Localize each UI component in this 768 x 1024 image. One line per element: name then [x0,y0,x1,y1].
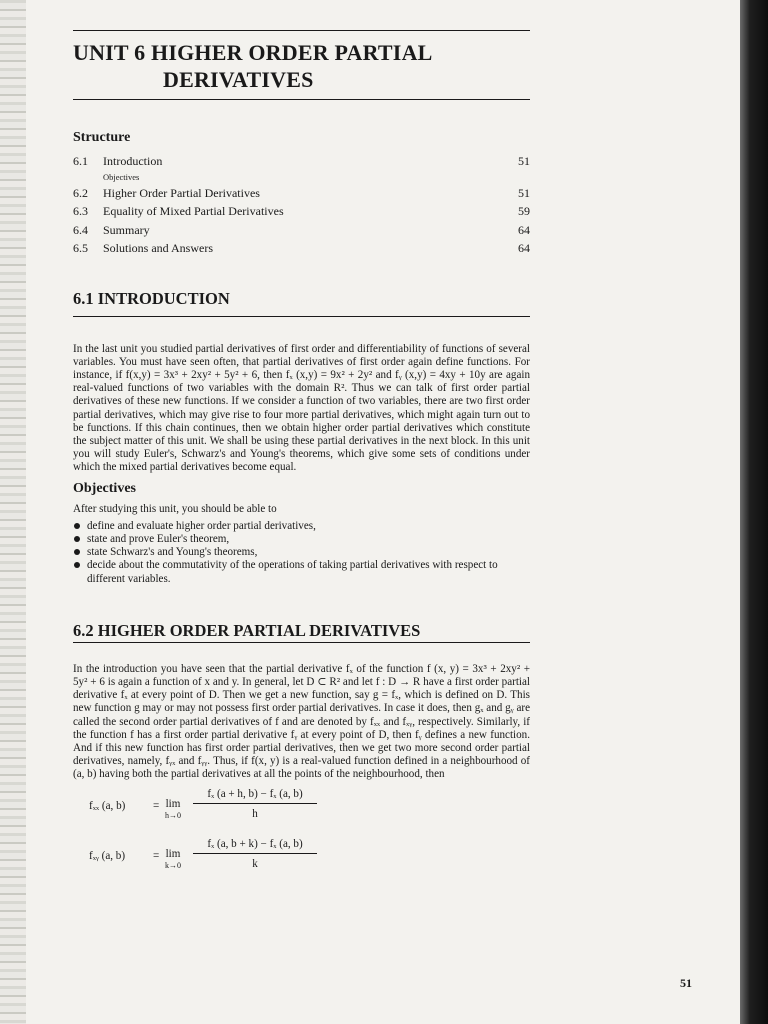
unit-title-line2: DERIVATIVES [163,67,314,92]
objectives-intro: After studying this unit, you should be able to [73,502,277,515]
objectives-heading: Objectives [73,480,136,496]
toc-number: 6.1 [73,154,88,168]
page-number: 51 [680,976,692,990]
toc-page: 59 [518,204,530,218]
toc-page: 64 [518,222,530,237]
limit-label: lim [165,797,181,810]
toc-label: Equality of Mixed Partial Derivatives [103,204,284,218]
title-rule [73,99,530,100]
section2-paragraph: In the introduction you have seen that the partial derivative fₓ of the function f (x, y) = 3x³ + 2xy² + 5y² + 6 is again a function of x and y. In general, let D ⊂ R² and let f : D → R have a first order partial derivative fₓ at every point of D. Then we get a new function, say g = fₓ, which is defined on D. This new function g may or may not possess first order partial derivatives. In case it does, then gₓ and gᵧ are called the second order partial derivatives of f and are denoted by fₓₓ and fₓᵧ, respectively. Similarly, if the function f has a first order partial derivative fᵧ at every point of D, then fᵧ defines a new function. And if this new function has first order partial derivatives, then we get two more second order partial derivatives, namely, fᵧₓ and fᵧᵧ. Thus, if f(x, y) is a real-valued function defined in a neighbourhood of (a, b) having both the partial derivatives at all the points of the neighbourhood, then [73,662,530,781]
toc-row [73,152,530,171]
list-item: decide about the commutativity of the operations of taking partial derivatives with respect to different variables. [73,559,530,585]
list-item: define and evaluate higher order partial derivatives, [73,520,530,533]
scan-left-edge [0,0,26,1024]
fraction-denominator: h [252,807,258,820]
toc-number: 6.5 [73,241,88,255]
toc-label: Summary [103,222,150,237]
toc-page: 51 [518,154,530,168]
toc-subitem: Objectives [103,171,140,182]
section-rule [73,642,530,643]
section-heading: 6.1 INTRODUCTION [73,288,230,308]
toc-page: 51 [518,185,530,200]
page-content [73,30,530,882]
formula-equals: = [153,799,160,812]
formula-fraction [193,788,317,820]
toc-label: Introduction [103,154,163,168]
section-introduction [73,288,530,586]
intro-paragraph: In the last unit you studied partial derivatives of first order and differentiability of functions of several variables. You must have seen often, that partial derivatives of first order again define functions. For instance, if f(x,y) = 3x³ + 2xy² + 5y² + 6, then fₓ (x,y) = 9x² + 2y² and fᵧ (x,y) = 4xy + 10y are again real-valued functions of two variables with the domain R². Thus we can talk of first order partial derivatives of these new functions. If we consider a function of two variables, there are two first order partial derivatives, which may give rise to four more partial derivatives, which might again turn out to be functions. If this chain continues, then we obtain higher order partial derivatives which constitute the subject matter of this unit. We shall be using these partial derivatives in the next block. In this unit you will study Euler's, Schwarz's and Young's theorems, which give some sets of conditions under which the mixed partial derivatives become equal. [73,342,530,474]
list-item: state and prove Euler's theorem, [73,533,530,546]
list-item: state Schwarz's and Young's theorems, [73,546,530,559]
unit-title [73,39,530,93]
formula-limit [165,799,181,821]
toc-label: Solutions and Answers [103,241,214,255]
toc-row [73,184,530,203]
formula-fxy [73,838,530,882]
top-rule [73,30,530,31]
toc-row [73,239,530,258]
toc-number: 6.3 [73,204,88,218]
limit-subscript: h→0 [165,810,181,820]
fraction-denominator: k [252,857,258,870]
toc-label: Higher Order Partial Derivatives [103,185,260,200]
section-heading: 6.2 HIGHER ORDER PARTIAL DERIVATIVES [73,620,421,640]
structure-heading: Structure [73,130,131,145]
formula-limit [165,849,181,871]
toc-row [73,221,530,240]
scan-right-edge [740,0,768,1024]
toc-number: 6.2 [73,185,88,200]
objectives-list [73,520,530,586]
toc-page: 64 [518,241,530,255]
formula-equals: = [153,849,160,862]
toc-number: 6.4 [73,222,88,237]
structure-list [73,152,530,258]
fraction-numerator: fₓ (a + h, b) − fₓ (a, b) [193,788,317,804]
unit-title-line1: UNIT 6 HIGHER ORDER PARTIAL [73,40,433,65]
limit-subscript: k→0 [165,860,181,870]
formula-lhs: fₓᵧ (a, b) [89,849,126,862]
formula-fxx [73,788,530,832]
fraction-numerator: fₓ (a, b + k) − fₓ (a, b) [193,838,317,854]
toc-row [73,202,530,221]
section-rule [73,316,530,317]
section-higher-order [73,620,530,882]
formula-lhs: fₓₓ (a, b) [89,799,126,812]
formula-fraction [193,838,317,870]
limit-label: lim [165,847,181,860]
